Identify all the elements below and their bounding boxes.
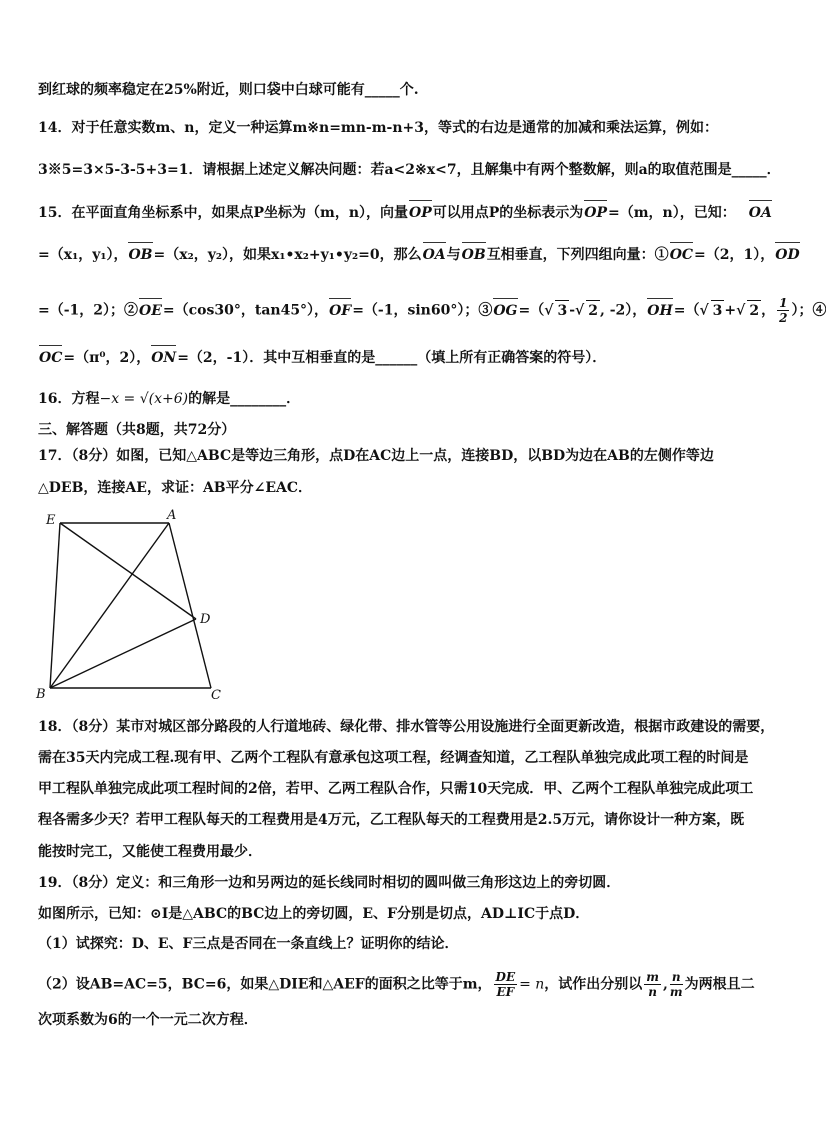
equals-n: = n [519,976,545,993]
section-heading: 三、解答题（共8题，共72分） [38,422,236,438]
question-19-line5: 次项系数为6的一个一元二次方程． [38,1012,258,1028]
question-17-line1: 17．（8分）如图，已知△ABC是等边三角形，点D在AC边上一点，连接BD，以BD为边在AB的左侧作等边 [38,448,714,464]
fraction-DE-EF: $\frac{DE}{EF}$ [495,970,516,999]
fraction-m-n: $\frac{m}{n}$ [646,970,659,999]
text-seg: （2）设AB=AC=5，BC=6，如果△DIE和△AEF的面积之比等于m， [38,976,492,993]
text-seg: =（-1，sin60°）；③ [352,302,493,319]
vector-OA: OA [748,205,772,221]
question-18-line4: 程各需多少天？若甲工程队每天的工程费用是4万元，乙工程队每天的工程费用是2.5万元，请你设计一种方案，既 [38,812,745,828]
question-18-line3: 甲工程队单独完成此项工程时间的2倍，若甲、乙两工程队合作，只需10天完成．甲、乙两个工程队单独完成此项工 [38,781,754,797]
text-seg: , -2）， [599,302,647,319]
vector-OP: OP [584,205,608,221]
text-seg: =（π⁰，2）， [63,350,151,366]
question-19-line4: （2）设AB=AC=5，BC=6，如果△DIE和△AEF的面积之比等于m， $\frac{DE}{EF}$ = n，试作出分别以 $\frac{m}{n}$ , $\frac{n}{m}$ 为两根且二 [38,970,755,999]
fraction-n-m: $\frac{n}{m}$ [669,970,683,999]
vector-OB: OB [128,247,153,263]
text-seg: 16．方程 [38,391,100,407]
question-15-line1 [38,203,773,223]
sqrt-2: 2 [747,300,761,321]
vector-OC: OC [669,247,694,263]
text-seg: =（cos30°，tan45°）， [162,302,329,319]
vector-OA: OA [422,247,446,263]
text-seg: =（ [518,302,545,319]
segment-BD [50,619,196,688]
segment-BA [50,523,169,688]
label-D: D [200,612,211,627]
text-seg: 15．在平面直角坐标系中，如果点P坐标为（m，n），向量 [38,205,409,221]
vector-OE: OE [139,302,162,319]
fraction-one-half: $\frac{1}{2}$ [779,296,788,325]
question-14-line1: 14．对于任意实数m、n，定义一种运算m※n=mn-m-n+3，等式的右边是通常的加减和乘法运算，例如： [38,120,719,136]
question-18-line2: 需在35天内完成工程.现有甲、乙两个工程队有意承包这项工程，经调查知道，乙工程队单独完成此项工程的时间是 [38,750,749,766]
question-17-line2: △DEB，连接AE，求证：AB平分∠EAC． [38,480,313,496]
text-seg: 互相垂直，下列四组向量：① [486,247,669,263]
text-seg: 可以用点P的坐标表示为 [432,205,584,221]
text-line: 到红球的频率稳定在25%附近，则口袋中白球可能有_____个. [38,82,419,98]
question-14-line2: 3※5=3×5-3-5+3=1．请根据上述定义解决问题：若a<2※x<7，且解集中有两个整数解，则a的取值范围是_____． [38,162,781,178]
text-seg: ， [761,302,776,319]
question-15-line3: =（-1，2）；②OE=（cos30°，tan45°），OF=（-1，sin60°）；③OG=（√ 3 -√ 2 , -2），OH=（√ 3 +√ 2 ， $\frac{1}{2}$ ）；④ [38,296,826,325]
label-B: B [36,687,46,702]
segment-AC [169,523,211,688]
text-seg: =（ [673,302,700,319]
question-19-line2: 如图所示，已知：⊙I是△ABC的BC边上的旁切圆，E、F分别是切点，AD⊥IC于点D． [38,906,590,922]
text-seg: =（m，n），已知： [608,205,736,221]
vector-OB: OB [461,247,486,263]
equation: −x = √(x+6) [99,391,189,407]
question-19-line3: （1）试探究：D、E、F三点是否同在一条直线上？证明你的结论． [38,936,459,952]
label-C: C [211,688,221,703]
question-18-line5: 能按时完工，又能使工程费用最少． [38,844,262,860]
geometry-figure-17 [36,506,226,702]
question-19-line1: 19．（8分）定义：和三角形一边和另两边的延长线同时相切的圆叫做三角形这边上的旁切圆． [38,875,621,891]
vector-ON: ON [151,350,177,366]
question-16 [38,389,300,409]
segment-ED [60,523,196,619]
text-seg: 为两根且二 [684,976,755,993]
vector-OD: OD [775,247,800,263]
question-18-line1: 18．（8分）某市对城区部分路段的人行道地砖、绿化带、排水管等公用设施进行全面更新改造，根据市政建设的需要， [38,719,775,735]
vector-OF: OF [329,302,352,319]
label-E: E [46,513,56,528]
sqrt-2: 2 [586,300,600,321]
text-seg: =（2，-1）．其中互相垂直的是______（填上所有正确答案的符号）． [177,350,607,366]
vector-OP: OP [409,205,432,221]
vector-OG: OG [493,302,518,319]
sqrt-3: 3 [711,300,725,321]
text-seg: 的解是________． [188,391,301,407]
text-seg: ，试作出分别以 [544,976,643,993]
vector-OH: OH [647,302,673,319]
text-seg: ）；④ [791,302,826,319]
label-A: A [167,508,177,523]
text-seg: =（2，1）， [694,247,775,263]
segment-EB [50,523,60,688]
text-seg: =（x₁，y₁）， [38,247,128,263]
question-15-line4 [38,348,606,368]
vector-OC: OC [39,350,63,366]
text-seg: 与 [446,247,461,263]
text-seg: =（x₂，y₂），如果x₁•x₂+y₁•y₂=0，那么 [153,247,422,263]
sqrt-3: 3 [555,300,569,321]
text-seg: =（-1，2）；② [38,302,139,319]
question-15-line2 [38,245,801,265]
